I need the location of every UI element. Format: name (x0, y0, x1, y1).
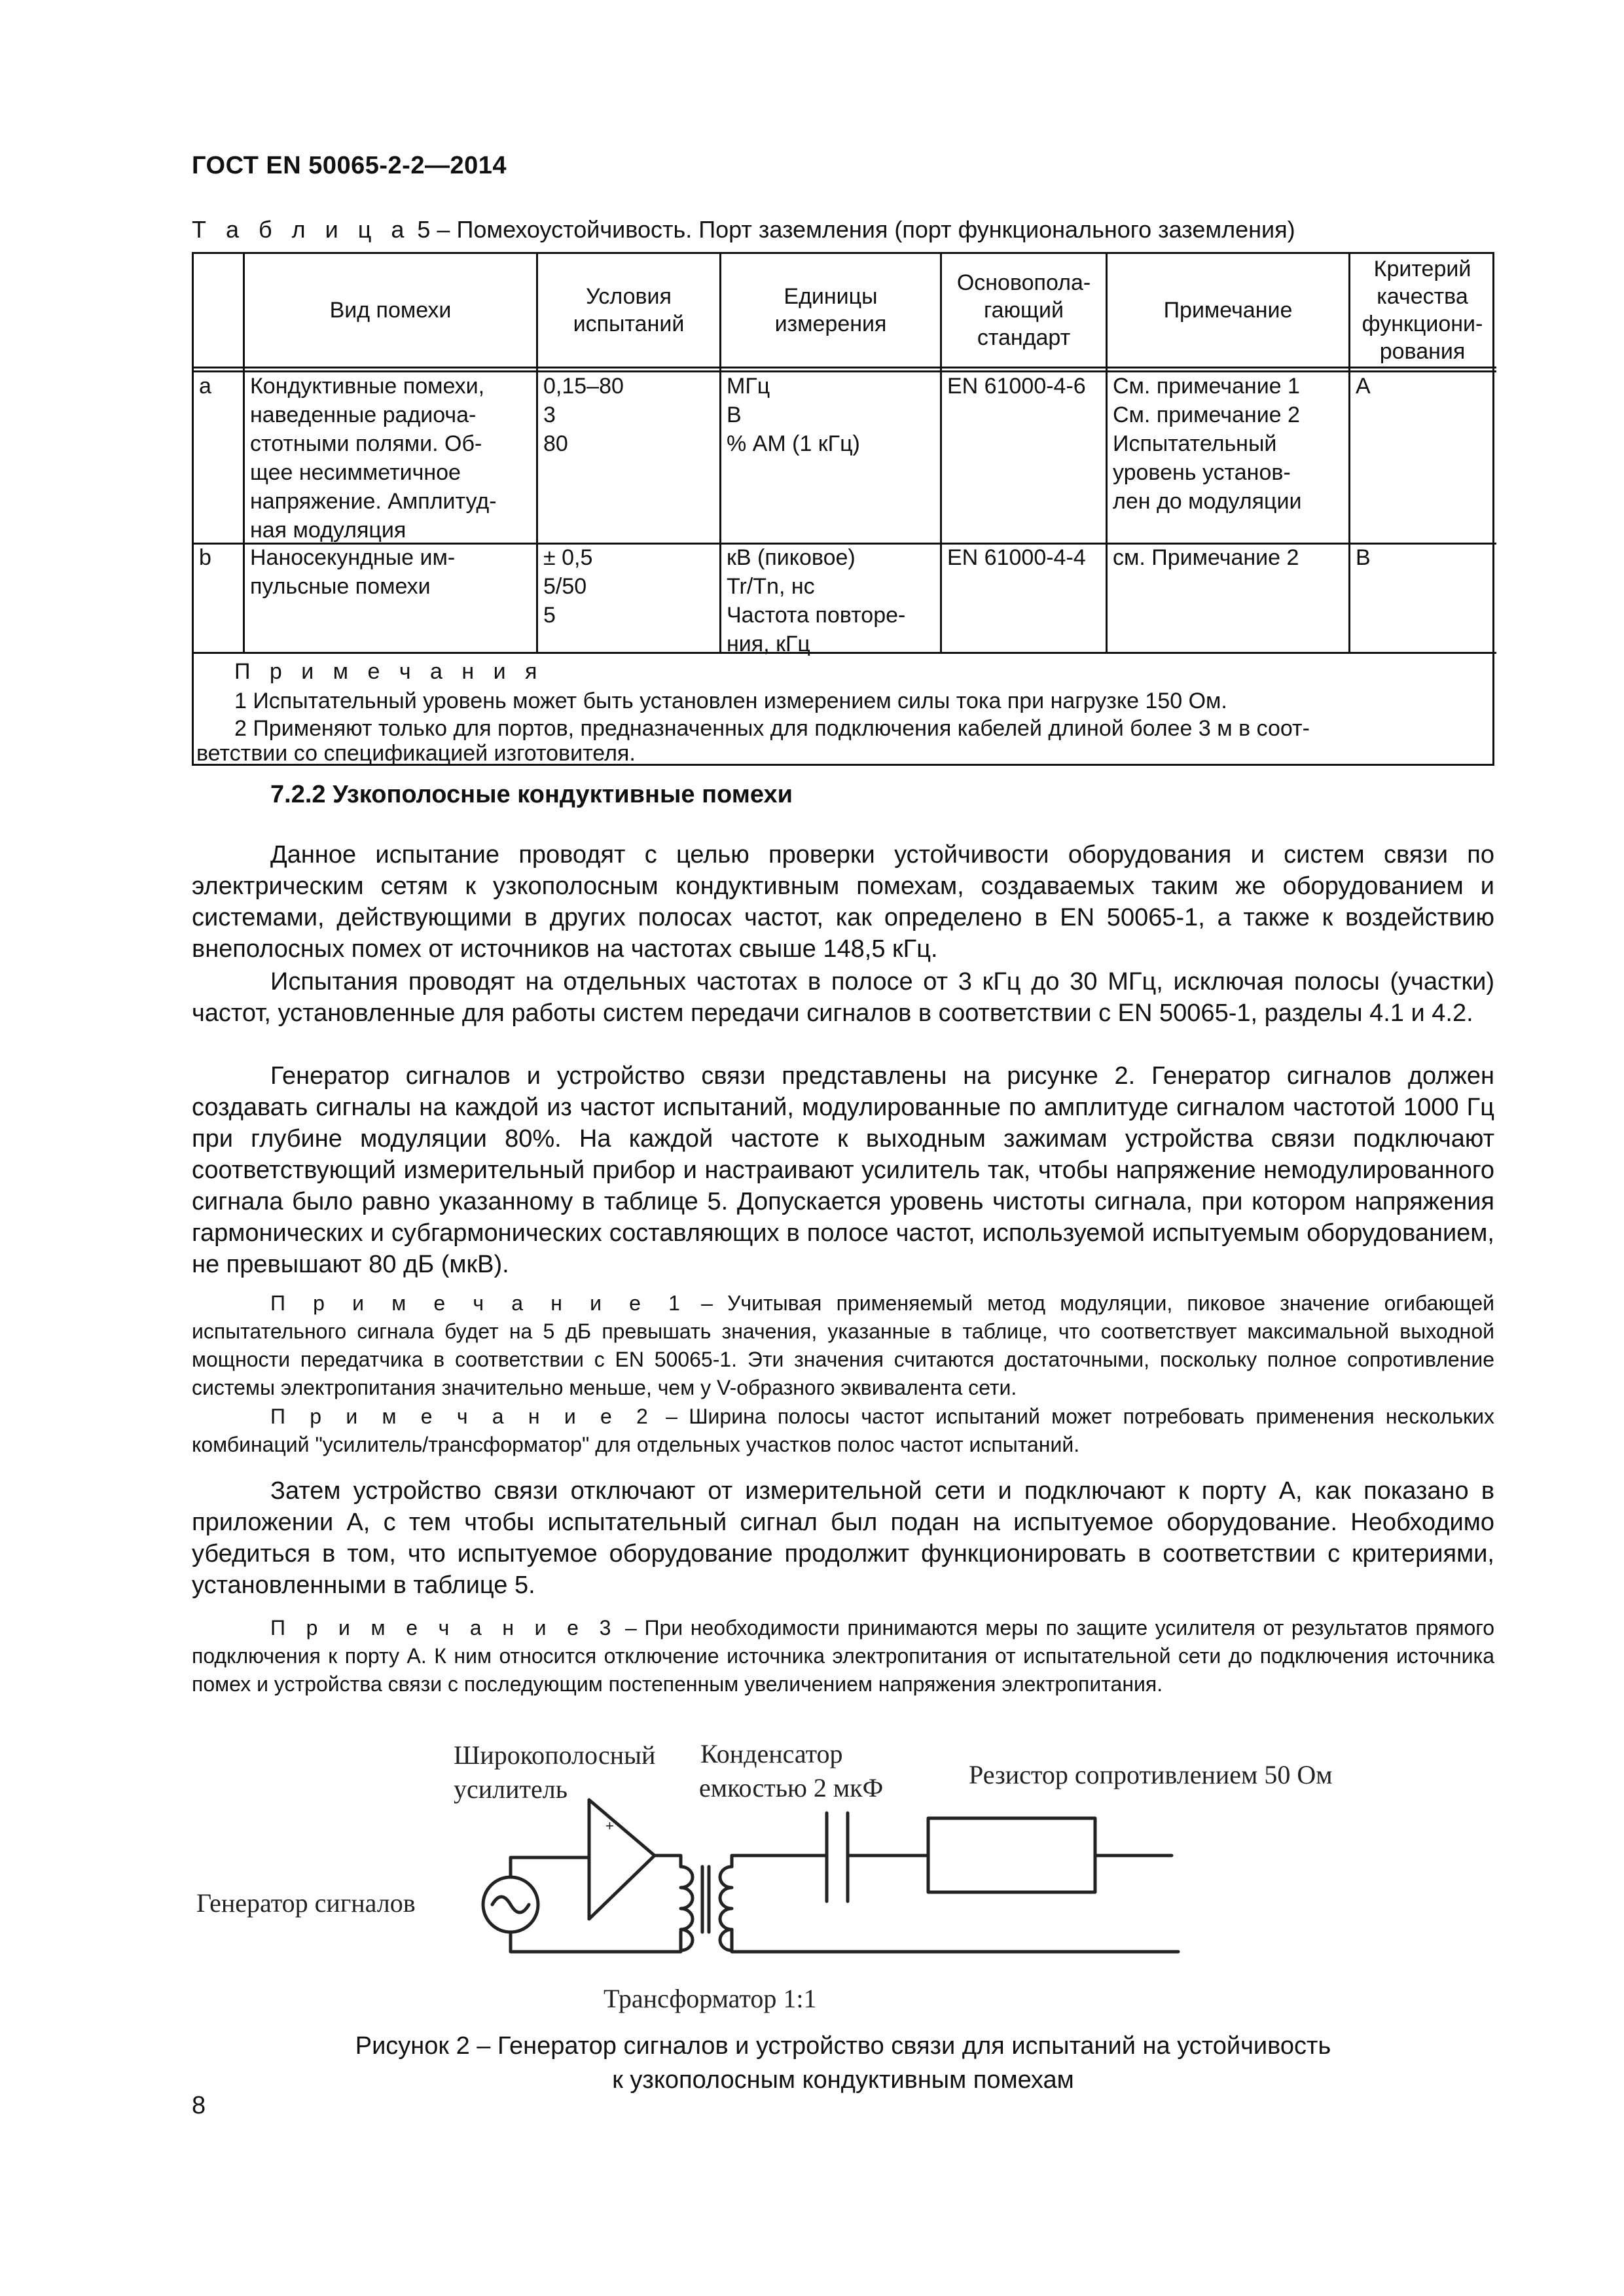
table-caption-prefix: Т а б л и ц а (192, 216, 411, 243)
table-header-standard: Основопола- гающий стандарт (956, 270, 1091, 350)
paragraph-2: Испытания проводят на отдельных частотах в полосе от 3 кГц до 30 МГц, исключая полосы (участки) частот, установленные для работы систем передачи сигналов в соответствии с EN 50065-1, разделы 4.1 и 4.2. (192, 968, 1494, 1027)
table-row-a-note: См. примечание 1 См. примечание 2 Испытательный уровень установ- лен до модуляции (1113, 374, 1302, 514)
figure-label-generator: Генератор сигналов (196, 1888, 416, 1918)
table-row-b-id: b (199, 545, 211, 570)
transformer-primary (681, 1867, 693, 1950)
table-row-b-conditions: ± 0,5 5/50 5 (543, 545, 593, 628)
note-1-text: – Учитывая применяемый метод модуляции, пиковое значение огибающей испытательного сигнала будет на 5 дБ превышать значения, указанные в таблице, что соответствует максимальной выходной мощности передатчика в соответствии с EN 50065-1. Эти значения считаются достаточными, поскольку полное сопротивление системы электропитания значительно меньше, чем у V-образного эквивалента сети. (192, 1291, 1495, 1399)
note-2-text: – Ширина полосы частот испытаний может потребовать применения нескольких комбинаций "усилитель/трансформатор" для отдельных участков полос частот испытаний. (192, 1405, 1495, 1456)
table-note-2-continuation: ветствии со спецификацией изготовителя. (196, 741, 636, 766)
table-row-a-criterion: A (1356, 374, 1371, 399)
table-header-note: Примечание (1163, 298, 1293, 323)
note-1 (192, 1289, 1494, 1402)
table-row-b-standard: EN 61000-4-4 (947, 545, 1086, 570)
table-row-a-id: a (199, 374, 211, 399)
table-note-2: 2 Применяют только для портов, предназначенных для подключения кабелей длиной более 3 м в соот- (234, 716, 1310, 741)
table-row-b-type: Наносекундные им- пульсные помехи (250, 545, 456, 599)
wire-amp-out (655, 1856, 681, 1867)
table-row-a-type: Кондуктивные помехи, наведенные радиоча- стотными полями. Об- щее несимметичное напряжение. Амплитуд- ная модуляция (250, 374, 497, 543)
table-header-conditions: Условия испытаний (573, 284, 685, 336)
figure-label-capacitor-1: Конденсатор (700, 1739, 843, 1768)
table-row-b-note: см. Примечание 2 (1113, 545, 1299, 570)
wire-to-capacitor (732, 1856, 827, 1867)
note-2-prefix: П р и м е ч а н и е 2 (270, 1405, 655, 1428)
table-row-a-conditions: 0,15–80 3 80 (543, 374, 624, 456)
immunity-table (192, 252, 1494, 766)
figure-caption-line-1: Рисунок 2 – Генератор сигналов и устройство связи для испытаний на устойчивость (355, 2032, 1331, 2060)
table-header-units: Единицы измерения (774, 284, 887, 336)
figure-label-capacitor-2: емкостью 2 мкФ (699, 1773, 884, 1803)
note-3-prefix: П р и м е ч а н и е 3 (270, 1616, 618, 1640)
generator-symbol (483, 1877, 538, 1932)
figure-label-resistor: Резистор сопротивлением 50 Ом (969, 1760, 1333, 1789)
table-header-index (194, 254, 243, 367)
paragraph-4: Затем устройство связи отключают от измерительной сети и подключают к порту А, как показано в приложении А, с тем чтобы испытательный сигнал был подан на испытуемое оборудование. Необходимо убедиться в том, что испытуемое оборудование продолжит функционировать в соответствии с критериями, установленными в таблице 5. (192, 1477, 1494, 1599)
figure-label-transformer: Трансформатор 1:1 (604, 1984, 817, 2013)
paragraph-3: Генератор сигналов и устройство связи представлены на рисунке 2. Генератор сигналов должен создавать сигналы на каждой из частот испытаний, модулированные по амплитуде сигналом частотой 1000 Гц при глубине модуляции 80%. На каждой частоте к выходным зажимам устройства связи подключают соответствующий измерительный прибор и настраивают усилитель так, чтобы напряжение немодулированного сигнала было равно указанному в таблице 5. Допускается уровень чистоты сигнала, при котором напряжения гармонических и субгармонических составляющих в полосе частот, используемой испытуемым оборудованием, не превышают 80 дБ (мкВ). (192, 1062, 1494, 1278)
wire-return-line (732, 1929, 1178, 1952)
table-caption-text: 5 – Помехоустойчивость. Порт заземления (порт функционального заземления) (410, 216, 1295, 243)
figure-label-amplifier-2: усилитель (454, 1774, 568, 1804)
page-number: 8 (192, 2092, 206, 2119)
table-header-type: Вид помехи (329, 298, 452, 323)
document-code: ГОСТ EN 50065-2-2—2014 (192, 152, 507, 179)
transformer-secondary (720, 1867, 732, 1950)
table-header-criterion: Критерий качества функциони- рования (1362, 257, 1483, 364)
table-notes-title: П р и м е ч а н и я (234, 659, 544, 684)
wire-generator-return (511, 1931, 681, 1952)
paragraph-1: Данное испытание проводят с целью проверки устойчивости оборудования и систем связи по электрическим сетям к узкополосным кондуктивным помехам, создаваемых таким же оборудованием и системами, действующими в других полосах частот, как определено в EN 50065-1, а также к воздействию внеполосных помех от источников на частотах свыше 148,5 кГц. (192, 841, 1494, 963)
note-3-text: – При необходимости принимаются меры по защите усилителя от результатов прямого подключения к порту А. К ним относится отключение источника электропитания от испытательной сети до подключения источника помех и устройства связи с последующим постепенным увеличением напряжения электропитания. (192, 1616, 1495, 1696)
section-title: 7.2.2 Узкополосные кондуктивные помехи (270, 781, 793, 808)
figure-label-amplifier-1: Широкополосный (454, 1740, 656, 1770)
table-row-a-units: МГц В % АМ (1 кГц) (727, 374, 860, 456)
sine-wave (492, 1897, 529, 1912)
note-1-prefix: П р и м е ч а н и е 1 (270, 1291, 687, 1315)
amp-plus-mark: + (605, 1818, 614, 1834)
table-row-b-units: кВ (пиковое) Tr/Tn, нс Частота повторе- ния, кГц (727, 545, 906, 656)
table-caption (192, 216, 1295, 243)
resistor-symbol (928, 1818, 1095, 1892)
figure-caption-line-2: к узкополосным кондуктивным помехам (612, 2066, 1074, 2094)
amplifier-symbol (589, 1800, 655, 1919)
table-row-b-criterion: B (1356, 545, 1371, 570)
table-note-1: 1 Испытательный уровень может быть установлен измерением силы тока при нагрузке 150 Ом. (234, 689, 1227, 713)
note-2 (192, 1403, 1494, 1459)
table-row-a-standard: EN 61000-4-6 (947, 374, 1086, 399)
note-3 (192, 1614, 1494, 1698)
figure-caption (192, 2029, 1494, 2097)
wire-generator-amp-in (511, 1800, 589, 1877)
